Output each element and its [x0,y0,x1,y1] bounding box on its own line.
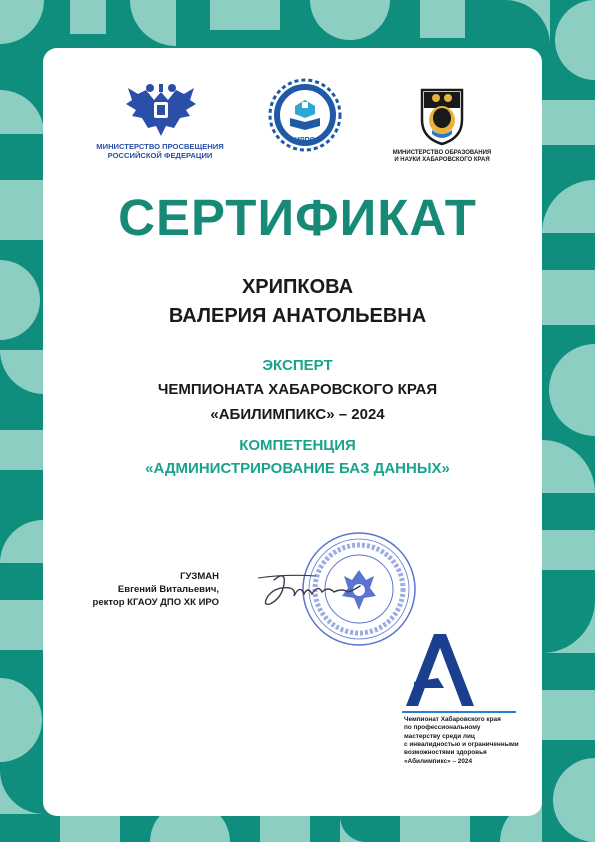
abilympics-line: Чемпионат Хабаровского края [404,716,501,723]
abilympics-line: по профессиональному [404,724,481,732]
event-line2: «АБИЛИМПИКС» – 2024 [210,406,385,423]
bear-coat-of-arms-icon [418,86,466,146]
ministry-khab-line1: МИНИСТЕРСТВО ОБРАЗОВАНИЯ [392,150,492,156]
abilympics-line: возможностями здоровья [404,749,487,757]
event-line1: ЧЕМПИОНАТА ХАБАРОВСКОГО КРАЯ [157,381,438,398]
recipient-name-patronymic: ВАЛЕРИЯ АНАТОЛЬЕВНА [168,305,427,327]
abilympics-description [404,716,544,766]
letter-a-logo-icon [400,630,480,710]
abilympics-line: мастерству среди лиц [404,732,475,740]
competence-name: «АДМИНИСТРИРОВАНИЕ БАЗ ДАННЫХ» [145,460,450,477]
ministry-khab-label [388,150,496,164]
abilympics-line: с инвалидностью и ограниченными [404,740,519,748]
recipient-surname: ХРИПКОВА [241,276,354,298]
certificate-title: СЕРТИФИКАТ [118,189,477,246]
signatory-name: Евгений Витальевич, [117,584,219,595]
signatory-position: ректор КГАОУ ДПО ХК ИРО [92,597,219,608]
abilympics-divider [402,711,516,713]
signatory-surname: ГУЗМАН [180,571,219,582]
competence-label: КОМПЕТЕНЦИЯ [239,437,356,454]
recipient-role: ЭКСПЕРТ [262,357,333,374]
handwritten-signature-icon [256,566,366,610]
ministry-prosv-line2: РОССИЙСКОЙ ФЕДЕРАЦИИ [107,150,213,160]
abilympics-line: «Абилимпикс» – 2024 [404,757,473,765]
irpo-label: ИРПО [294,137,316,144]
ministry-khab-line2: И НАУКИ ХАБАРОВСКОГО КРАЯ [394,156,490,163]
ministry-prosv-line1: МИНИСТЕРСТВО ПРОСВЕЩЕНИЯ [96,142,224,151]
ministry-prosv-label [85,143,235,160]
double-headed-eagle-icon [124,82,198,140]
